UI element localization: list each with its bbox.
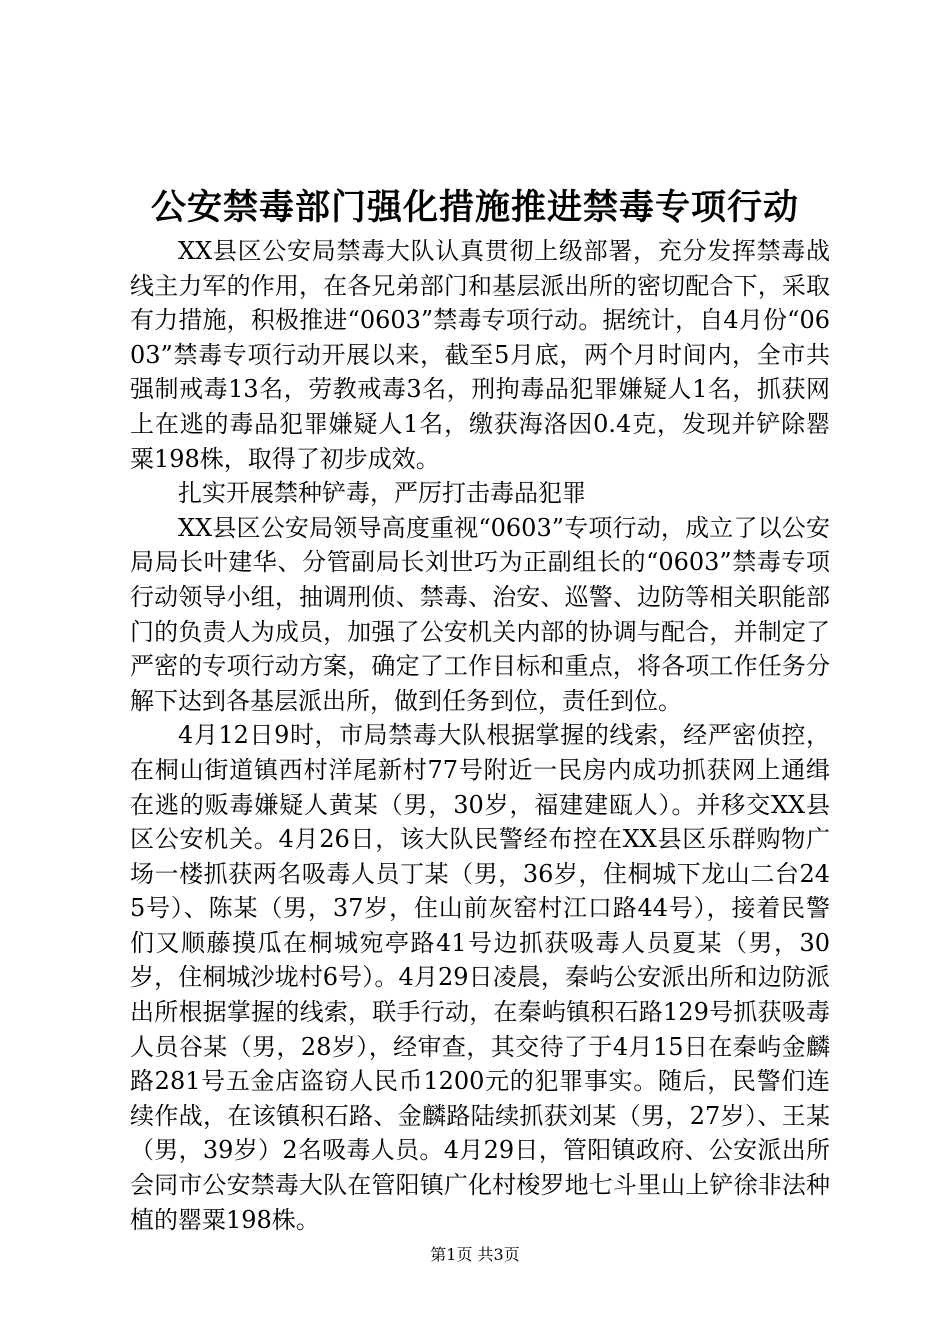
- paragraph-cases: 4月12日9时，市局禁毒大队根据掌握的线索，经严密侦控，在桐山街道镇西村洋尾新村77号附近一民房内成功抓获网上通缉在逃的贩毒嫌疑人黄某（男，30岁，福建建瓯人）。并移交XX县区公安机关。4月26日，该大队民警经布控在XX县区乐群购物广场一楼抓获两名吸毒人员丁某（男，36岁，住桐城下龙山二台245号）、陈某（男，37岁，住山前灰窑村江口路44号），接着民警们又顺藤摸瓜在桐城宛亭路41号边抓获吸毒人员夏某（男，30岁，住桐城沙垅村6号）。4月29日凌晨，秦屿公安派出所和边防派出所根据掌握的线索，联手行动，在秦屿镇积石路129号抓获吸毒人员谷某（男，28岁），经审查，其交待了于4月15日在秦屿金麟路281号五金店盗窃人民币1200元的犯罪事实。随后，民警们连续作战，在该镇积石路、金麟路陆续抓获刘某（男，27岁）、王某（男，39岁）2名吸毒人员。4月29日，管阳镇政府、公安派出所会同市公安禁毒大队在管阳镇广化村梭罗地七斗里山上铲徐非法种植的罂粟198株。: [130, 721, 830, 1234]
- paragraph-intro: XX县区公安局禁毒大队认真贯彻上级部署，充分发挥禁毒战线主力军的作用，在各兄弟部门和基层派出所的密切配合下，采取有力措施，积极推进“0603”禁毒专项行动。据统计，自4月份“0603”禁毒专项行动开展以来，截至5月底，两个月时间内，全市共强制戒毒13名，劳教戒毒3名，刑拘毒品犯罪嫌疑人1名，抓获网上在逃的毒品犯罪嫌疑人1名，缴获海洛因0.4克，发现并铲除罂粟198株，取得了初步成效。: [130, 237, 830, 473]
- document-body: [130, 234, 830, 1237]
- section-heading: 扎实开展禁种铲毒，严厉打击毒品犯罪: [178, 479, 586, 508]
- paragraph-organization: XX县区公安局领导高度重视“0603”专项行动，成立了以公安局局长叶建华、分管副局长刘世巧为正副组长的“0603”禁毒专项行动领导小组，抽调刑侦、禁毒、治安、巡警、边防等相关职能部门的负责人为成员，加强了公安机关内部的协调与配合，并制定了严密的专项行动方案，确定了工作目标和重点，将各项工作任务分解下达到各基层派出所，做到任务到位，责任到位。: [130, 513, 830, 715]
- document-title: 公安禁毒部门强化措施推进禁毒专项行动: [150, 187, 799, 228]
- page-footer: 第1页 共3页: [430, 1245, 520, 1264]
